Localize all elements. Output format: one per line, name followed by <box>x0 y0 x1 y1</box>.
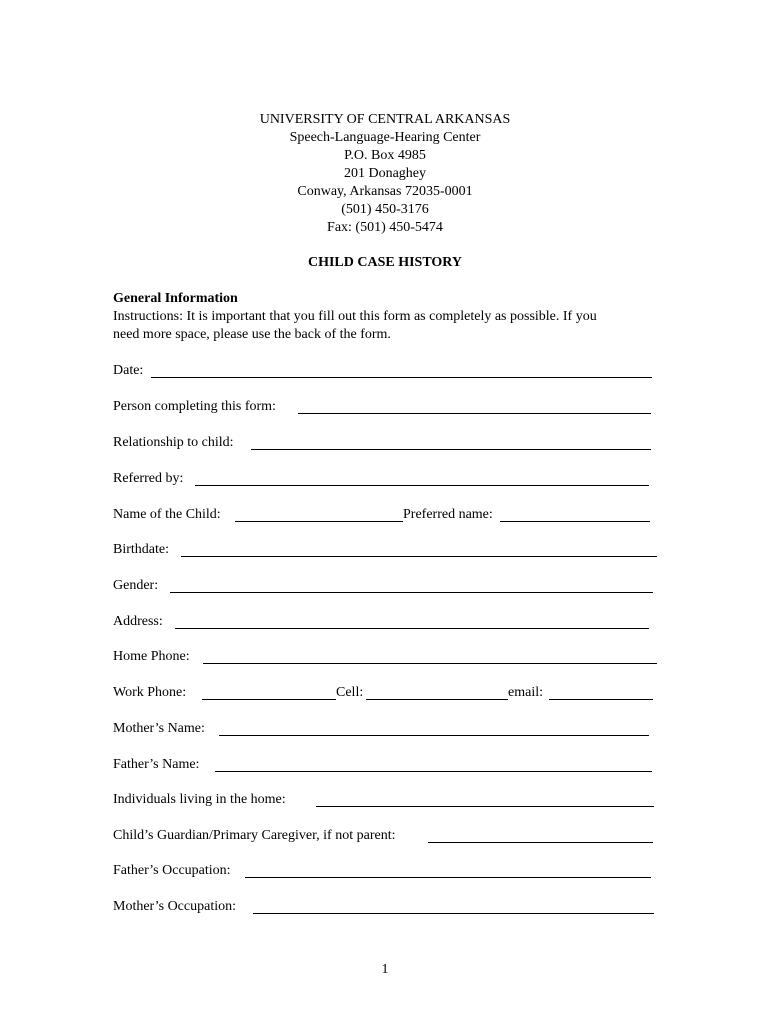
birthdate-row <box>113 541 658 559</box>
father-occupation-field[interactable] <box>245 877 651 878</box>
instructions <box>113 308 673 344</box>
individuals-home-label: Individuals living in the home: <box>113 792 286 807</box>
gender-label: Gender: <box>113 578 159 593</box>
individuals-home-row <box>113 791 658 809</box>
street-address: 201 Donaghey <box>343 166 427 181</box>
guardian-field[interactable] <box>428 842 653 843</box>
person-completing-field[interactable] <box>298 413 651 414</box>
person-completing-row <box>113 398 653 416</box>
birthdate-field[interactable] <box>181 556 657 557</box>
mother-name-row <box>113 720 653 738</box>
mother-occupation-field[interactable] <box>253 913 654 914</box>
center-name: Speech-Language-Hearing Center <box>289 130 481 145</box>
child-name-label: Name of the Child: <box>113 507 221 522</box>
home-phone-row <box>113 648 658 666</box>
preferred-name-label: Preferred name: <box>403 507 493 522</box>
address-label: Address: <box>113 614 163 629</box>
letterhead <box>0 111 770 237</box>
section-title: General Information <box>113 291 238 306</box>
father-occupation-label: Father’s Occupation: <box>113 863 231 878</box>
relationship-field[interactable] <box>251 449 651 450</box>
child-name-row <box>113 506 653 524</box>
page-number: 1 <box>381 962 389 977</box>
father-name-row <box>113 756 658 774</box>
father-name-field[interactable] <box>215 771 652 772</box>
referred-by-row <box>113 470 653 488</box>
person-completing-label: Person completing this form: <box>113 399 276 414</box>
father-name-label: Father’s Name: <box>113 757 200 772</box>
work-phone-field[interactable] <box>202 699 336 700</box>
instructions-line-1: Instructions: It is important that you fill out this form as completely as possible. If you <box>113 309 597 324</box>
cell-field[interactable] <box>366 699 508 700</box>
mother-name-label: Mother’s Name: <box>113 721 205 736</box>
university-name: UNIVERSITY OF CENTRAL ARKANSAS <box>259 112 511 127</box>
address-field[interactable] <box>175 628 649 629</box>
relationship-label: Relationship to child: <box>113 435 234 450</box>
relationship-row <box>113 434 653 452</box>
work-phone-label: Work Phone: <box>113 685 187 700</box>
instructions-line-2: need more space, please use the back of the form. <box>113 327 391 342</box>
date-label: Date: <box>113 363 144 378</box>
fax-number: Fax: (501) 450-5474 <box>327 220 443 235</box>
guardian-label: Child’s Guardian/Primary Caregiver, if not parent: <box>113 828 396 843</box>
date-row <box>113 362 653 380</box>
po-box: P.O. Box 4985 <box>344 148 426 163</box>
email-field[interactable] <box>549 699 653 700</box>
city-state-zip: Conway, Arkansas 72035-0001 <box>297 184 473 199</box>
mother-name-field[interactable] <box>219 735 649 736</box>
home-phone-label: Home Phone: <box>113 649 190 664</box>
phone-number: (501) 450-3176 <box>341 202 429 217</box>
address-row <box>113 613 653 631</box>
gender-row <box>113 577 658 595</box>
home-phone-field[interactable] <box>203 663 657 664</box>
individuals-home-field[interactable] <box>316 806 654 807</box>
birthdate-label: Birthdate: <box>113 542 169 557</box>
child-name-field[interactable] <box>235 521 403 522</box>
referred-by-label: Referred by: <box>113 471 184 486</box>
email-label: email: <box>508 685 543 700</box>
mother-occupation-row <box>113 898 658 916</box>
father-occupation-row <box>113 862 658 880</box>
mother-occupation-label: Mother’s Occupation: <box>113 899 236 914</box>
gender-field[interactable] <box>170 592 653 593</box>
guardian-row <box>113 827 658 845</box>
cell-label: Cell: <box>336 685 364 700</box>
work-phone-row <box>113 684 658 702</box>
date-field[interactable] <box>151 377 652 378</box>
form-title: CHILD CASE HISTORY <box>307 255 463 270</box>
preferred-name-field[interactable] <box>500 521 650 522</box>
referred-by-field[interactable] <box>195 485 649 486</box>
